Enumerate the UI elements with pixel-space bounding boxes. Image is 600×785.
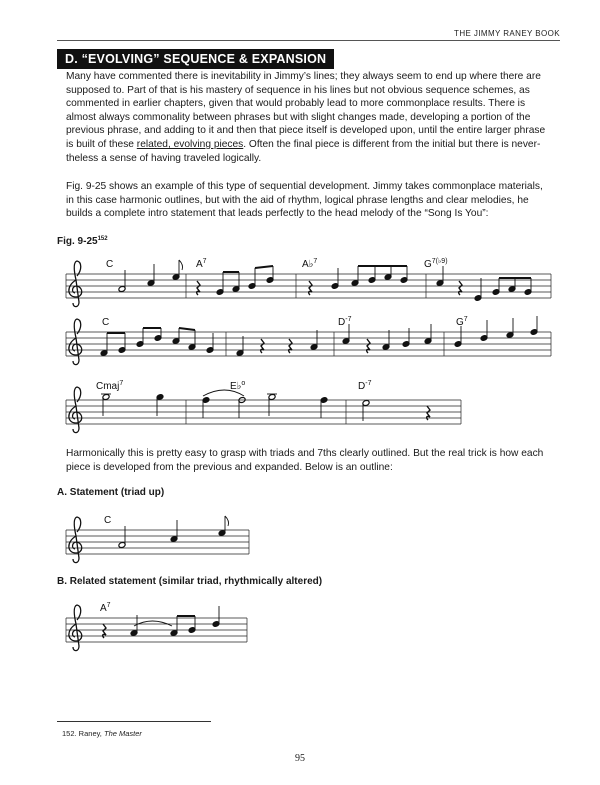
section-heading: D. “EVOLVING” SEQUENCE & EXPANSION <box>57 49 334 69</box>
treble-clef-icon <box>69 261 82 307</box>
chord-root: E♭ <box>230 381 242 392</box>
footnote <box>62 729 142 738</box>
page-number: 95 <box>295 753 305 764</box>
staff-outline-a <box>66 515 249 563</box>
staff-system-1 <box>66 257 551 307</box>
chord-quality: 7 <box>313 258 318 265</box>
staff-outline-b <box>66 602 247 651</box>
rest-icon <box>197 281 200 295</box>
chord-root: A♭ <box>302 259 314 270</box>
chord-symbol <box>338 316 352 328</box>
chord-symbol <box>196 258 207 270</box>
chord-symbol: C <box>102 317 110 328</box>
chord-quality: 7(♭9) <box>431 258 448 265</box>
rest-icon <box>309 281 312 295</box>
footnote-number: 152. Raney, <box>62 729 104 738</box>
chord-symbol <box>358 380 372 392</box>
chord-symbol <box>96 380 123 392</box>
chord-symbol <box>456 316 468 328</box>
rest-icon <box>459 281 462 295</box>
chord-symbol <box>230 380 245 392</box>
chord-quality: 7 <box>106 602 111 609</box>
rest-icon <box>367 339 370 353</box>
chord-quality: o <box>241 380 246 387</box>
chord-symbol <box>424 257 448 270</box>
chord-symbol <box>302 258 317 270</box>
rest-icon <box>261 339 264 353</box>
footnote-title: The Master <box>103 729 142 738</box>
chord-symbol: C <box>106 259 114 270</box>
paragraph-intro-text-b: . Often the final piece is different from the initial but there is never-theless a sense of having traveled logically. <box>66 138 541 164</box>
treble-clef-icon <box>69 605 82 651</box>
staff-system-3 <box>66 380 461 433</box>
treble-clef-icon <box>69 517 82 563</box>
footnote-ref: 152 <box>97 236 108 242</box>
chord-root: G <box>424 259 432 270</box>
underlined-phrase: related, evolving pieces <box>136 138 244 150</box>
chord-quality: -7 <box>345 316 352 323</box>
chord-symbol: C <box>104 515 112 526</box>
paragraph-intro-text-a: Many have commented there is inevitability in Jimmy’s lines; they always seem to end up where there are supposed to. Part of that is his mastery of sequence in his lines but not obvious sequence schemes, as commented in earlier chapters, given that would probably lead to more commonplace results. There is almost always commonality between phrases but with slight changes made, developing a portion of the previous phrase, and adding to it and then that piece itself is developed upon, until the entire larger phrase is built of these <box>66 71 546 150</box>
outline-heading-a: A. Statement (triad up) <box>57 487 165 498</box>
chord-quality: 7 <box>119 380 124 387</box>
chord-quality: 7 <box>202 258 207 265</box>
outline-heading-b: B. Related statement (similar triad, rhythmically altered) <box>57 576 323 587</box>
chord-root: Cmaj <box>96 381 120 392</box>
footnote-rule <box>57 721 211 722</box>
running-header-title: THE JIMMY RANEY BOOK <box>454 29 560 38</box>
chord-root: A <box>100 603 107 614</box>
treble-clef-icon <box>69 319 82 365</box>
chord-symbol <box>100 602 111 614</box>
paragraph-harmony: Harmonically this is pretty easy to grasp with triads and 7ths clearly outlined. But the real trick is how each piece is developed from the previous and expanded. Below is an outline: <box>66 448 544 473</box>
chord-quality: -7 <box>365 380 372 387</box>
staff-system-2 <box>66 316 551 365</box>
rest-icon <box>289 339 292 353</box>
chord-root: D <box>358 381 366 392</box>
chord-root: D <box>338 317 346 328</box>
chord-root: G <box>456 317 464 328</box>
figure-label-text: Fig. 9-25 <box>57 236 98 247</box>
chord-quality: 7 <box>463 316 468 323</box>
paragraph-figure-intro: Fig. 9-25 shows an example of this type of sequential development. Jimmy takes commonplace materials, in this case harmonic outlines, but with the aid of rhythm, logical phrase lengths and clear melodies, he builds a complete intro statement that leads perfectly to the head melody of the “Song Is You”: <box>66 181 543 220</box>
treble-clef-icon <box>69 387 82 433</box>
chord-root: A <box>196 259 203 270</box>
